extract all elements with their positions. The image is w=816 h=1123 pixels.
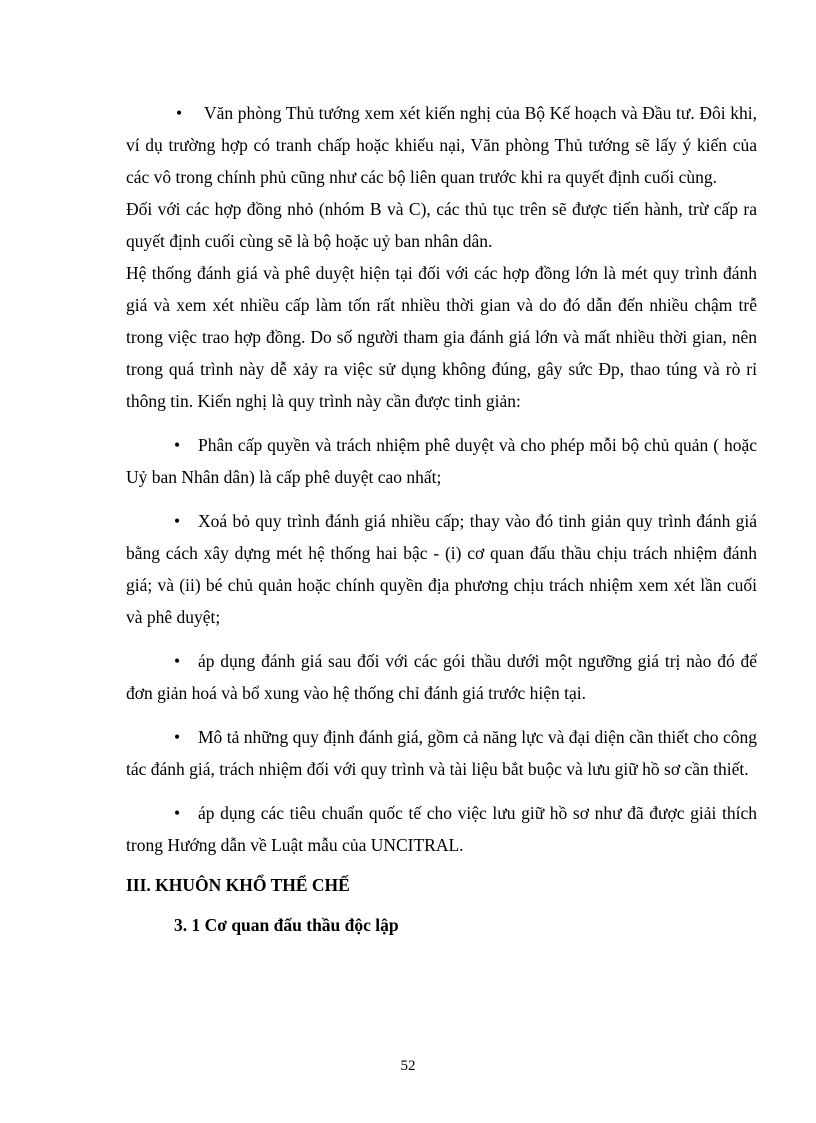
bullet-dot: •	[174, 435, 181, 455]
bullet-dot: •	[174, 727, 181, 747]
paragraph-bullet-intro	[126, 97, 757, 193]
subsection-heading: 3. 1 Cơ quan đấu thầu độc lập	[174, 915, 399, 935]
bullet-text: áp dụng các tiêu chuẩn quốc tế cho việc lưu giữ hồ sơ như đã được giải thích trong Hướng dẫn về Luật mẫu của UNCITRAL.	[126, 803, 757, 855]
bullet-dot: •	[174, 511, 181, 531]
page-number: 52	[400, 1058, 416, 1074]
bullet-text: Xoá bỏ quy trình đánh giá nhiều cấp; thay vào đó tinh giản quy trình đánh giá bằng cách xây dựng mét hệ thống hai bậc - (i) cơ quan đấu thầu chịu trách nhiệm đánh giá; và (ii) bé chủ quản hoặc chính quyền địa phương chịu trách nhiệm xem xét lần cuối và phê duyệt;	[126, 511, 757, 627]
bullet-dot: •	[174, 651, 181, 671]
paragraph: Hệ thống đánh giá và phê duyệt hiện tại đối với các hợp đồng lớn là mét quy trình đánh giá và xem xét nhiều cấp làm tốn rất nhiều thời gian và do đó dẫn đến nhiều chậm trễ trong việc trao hợp đồng. Do số người tham gia đánh giá lớn và mất nhiều thời gian, nên trong quá trình này dễ xảy ra việc sử dụng không đúng, gây sức Ðp, thao túng và rò rỉ thông tin. Kiến nghị là quy trình này cần được tinh giản:	[126, 263, 757, 411]
paragraph: Đối với các hợp đồng nhỏ (nhóm B và C), các thủ tục trên sẽ được tiến hành, trừ cấp ra quyết định cuối cùng sẽ là bộ hoặc uỷ ban nhân dân.	[126, 199, 757, 251]
bullet-item	[126, 797, 757, 861]
bullet-item	[126, 505, 757, 633]
page-content	[126, 97, 757, 941]
bullet-dot: •	[176, 103, 183, 123]
paragraph-text: Văn phòng Thủ tướng xem xét kiến nghị của Bộ Kế hoạch và Đầu tư. Đôi khi, ví dụ trường hợp có tranh chấp hoặc khiếu nại, Văn phòng Thủ tướng sẽ lấy ý kiến của các vô trong chính phủ cũng như các bộ liên quan trước khi ra quyết định cuối cùng.	[126, 103, 757, 187]
section-heading: III. KHUÔN KHỔ THỂ CHẾ	[126, 875, 350, 895]
bullet-text: Phân cấp quyền và trách nhiệm phê duyệt và cho phép mỗi bộ chủ quản ( hoặc Uỷ ban Nhân dân) là cấp phê duyệt cao nhất;	[126, 435, 757, 487]
bullet-item	[126, 721, 757, 785]
bullet-item	[126, 429, 757, 493]
bullet-dot: •	[174, 803, 181, 823]
bullet-text: Mô tả những quy định đánh giá, gồm cả năng lực và đại diện cần thiết cho công tác đánh giá, trách nhiệm đối với quy trình và tài liệu bắt buộc và lưu giữ hồ sơ cần thiết.	[126, 727, 757, 779]
bullet-text: áp dụng đánh giá sau đối với các gói thầu dưới một ngưỡng giá trị nào đó để đơn giản hoá và bổ xung vào hệ thống chỉ đánh giá trước hiện tại.	[126, 651, 757, 703]
bullet-item	[126, 645, 757, 709]
